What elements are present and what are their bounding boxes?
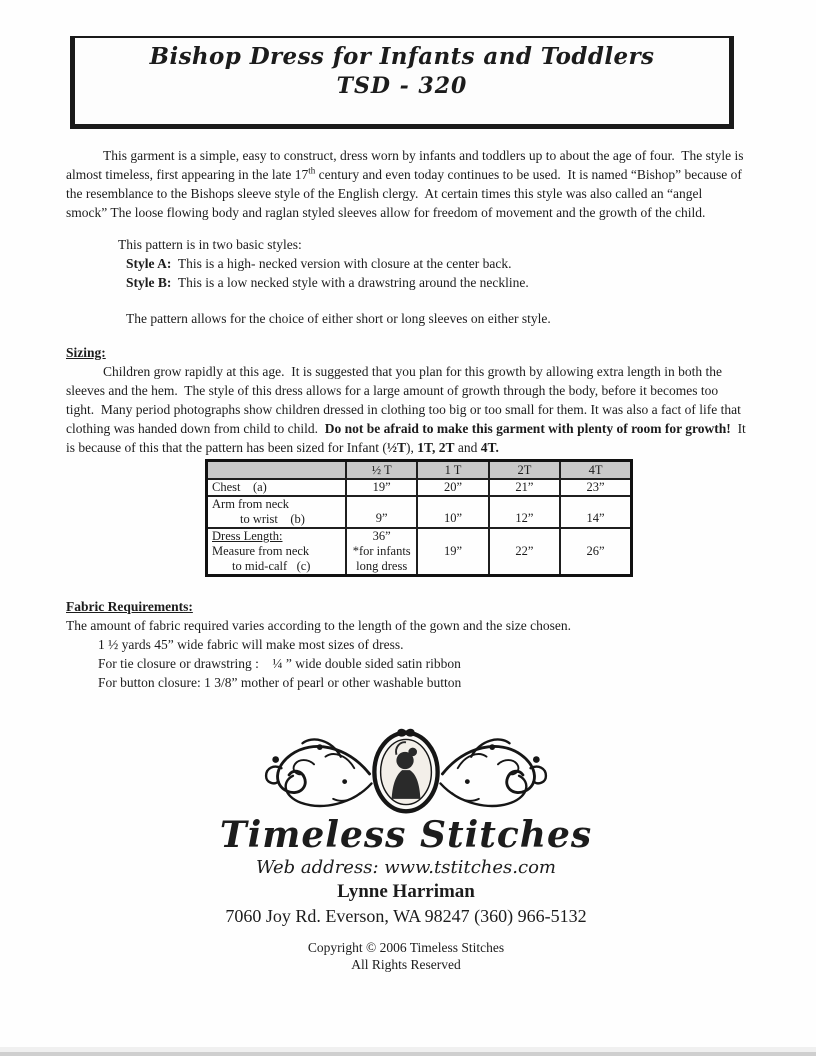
table-cell: 20”	[417, 479, 488, 496]
styles-section	[66, 235, 746, 328]
table-cell: 9”	[346, 496, 417, 528]
table-cell: 22”	[489, 528, 560, 576]
address-line: 7060 Joy Rd. Everson, WA 98247 (360) 966-5132	[225, 906, 587, 926]
intro-text-2: century and even today continues to be used. It is named “Bishop” because of the resemblance to the Bishops sleeve style of the English clergy. At certain times this style was also called an “angel smock” The loose flowing body and raglan styled sleeves allow for freedom of movement and the growth of the child.	[66, 167, 746, 220]
table-cell: 12”	[489, 496, 560, 528]
style-a-label: Style A:	[126, 256, 172, 271]
style-a-text: This is a high- necked version with closure at the center back.	[171, 256, 512, 271]
size-column-4t: 4T	[560, 461, 631, 480]
dress-length-half-t-cell	[346, 528, 417, 576]
table-cell: 23”	[560, 479, 631, 496]
sleeves-note: The pattern allows for the choice of either short or long sleeves on either style.	[126, 311, 551, 326]
table-row-arm	[207, 496, 632, 528]
sizes-1t-2t: 1T, 2T	[417, 440, 455, 455]
dress-length-title: Dress Length:	[212, 529, 283, 543]
size-table	[205, 459, 633, 577]
cameo-logo	[250, 726, 562, 818]
style-a-line	[66, 254, 746, 273]
arm-label-line1: Arm from neck	[212, 497, 290, 511]
fabric-section	[66, 597, 746, 692]
half-t-note-2: long dress	[356, 559, 408, 573]
copyright-line: Copyright © 2006 Timeless Stitches	[307, 940, 505, 955]
pattern-number: TSD - 320	[336, 73, 468, 99]
size-4t: 4T.	[480, 440, 499, 455]
size-table-corner-cell	[207, 461, 347, 480]
table-cell: 19”	[417, 528, 488, 576]
intro-paragraph	[66, 146, 746, 222]
fabric-line-ribbon: For tie closure or drawstring : ¼ ” wide double sided satin ribbon	[98, 656, 461, 671]
fabric-heading: Fabric Requirements:	[66, 599, 193, 614]
owner-name: Lynne Harriman	[337, 881, 475, 902]
arm-label-line2: to wrist (b)	[240, 512, 305, 526]
sizing-bold-growth: Do not be afraid to make this garment with plenty of room for growth!	[324, 421, 731, 436]
style-b-text: This is a low necked style with a drawstring around the neckline.	[171, 275, 529, 290]
size-column-half-t: ½ T	[346, 461, 417, 480]
fabric-line-button: For button closure: 1 3/8” mother of pearl or other washable button	[98, 675, 462, 690]
table-cell: 21”	[489, 479, 560, 496]
footer	[66, 726, 746, 973]
size-half-t: ½T	[386, 440, 407, 455]
table-cell: 10”	[417, 496, 488, 528]
size-table-header-row	[207, 461, 632, 480]
arm-label-cell	[207, 496, 347, 528]
pattern-title-box	[70, 36, 734, 129]
sizing-heading: Sizing:	[66, 345, 106, 360]
sizing-text-1: Children grow rapidly at this age. It is suggested that you plan for this growth by allowing extra length in both the sleeves and the hem. The style of this dress allows for a large amount of growth through the body, before it becomes too tight. Many period photographs show children dressed in clothing too big or too small for them. It was also a fact of life that clothing was handed down from child to child.	[66, 364, 745, 436]
style-b-line	[66, 273, 746, 292]
size-column-1t: 1 T	[417, 461, 488, 480]
sizing-text-3: ),	[406, 440, 418, 455]
web-address: Web address: www.tstitches.com	[256, 857, 556, 878]
fabric-line-amount: The amount of fabric required varies according to the length of the gown and the size chosen.	[66, 618, 571, 633]
half-t-note-1: *for infants	[352, 544, 411, 558]
table-cell: 14”	[560, 496, 631, 528]
fabric-line-yardage: 1 ½ yards 45” wide fabric will make most sizes of dress.	[98, 637, 404, 652]
table-cell: 19”	[346, 479, 417, 496]
table-cell: 26”	[560, 528, 631, 576]
table-row-chest	[207, 479, 632, 496]
table-row-dress-length	[207, 528, 632, 576]
pattern-title: Bishop Dress for Infants and Toddlers	[149, 43, 655, 70]
dress-length-line2: Measure from neck	[212, 544, 310, 558]
rights-line: All Rights Reserved	[351, 957, 461, 972]
size-column-2t: 2T	[489, 461, 560, 480]
dress-length-line3: to mid-calf (c)	[232, 559, 311, 573]
dress-length-label-cell	[207, 528, 347, 576]
chest-label-cell: Chest (a)	[207, 479, 347, 496]
intro-text-1: This garment is a simple, easy to construct, dress worn by infants and toddlers up to about the age of four. The style is almost timeless, first appearing in the late 17	[66, 148, 747, 182]
sizing-paragraph	[66, 362, 750, 457]
sizing-text-4: and	[454, 440, 481, 455]
ordinal-superscript: th	[308, 165, 316, 176]
sizing-text-2: It is because of this that the pattern has been sized for Infant (	[66, 421, 750, 455]
half-t-value: 36”	[372, 529, 391, 543]
scan-edge-artifact	[0, 1047, 816, 1056]
styles-intro-line: This pattern is in two basic styles:	[118, 237, 302, 252]
brand-name: Timeless Stitches	[219, 814, 593, 856]
style-b-label: Style B:	[126, 275, 172, 290]
